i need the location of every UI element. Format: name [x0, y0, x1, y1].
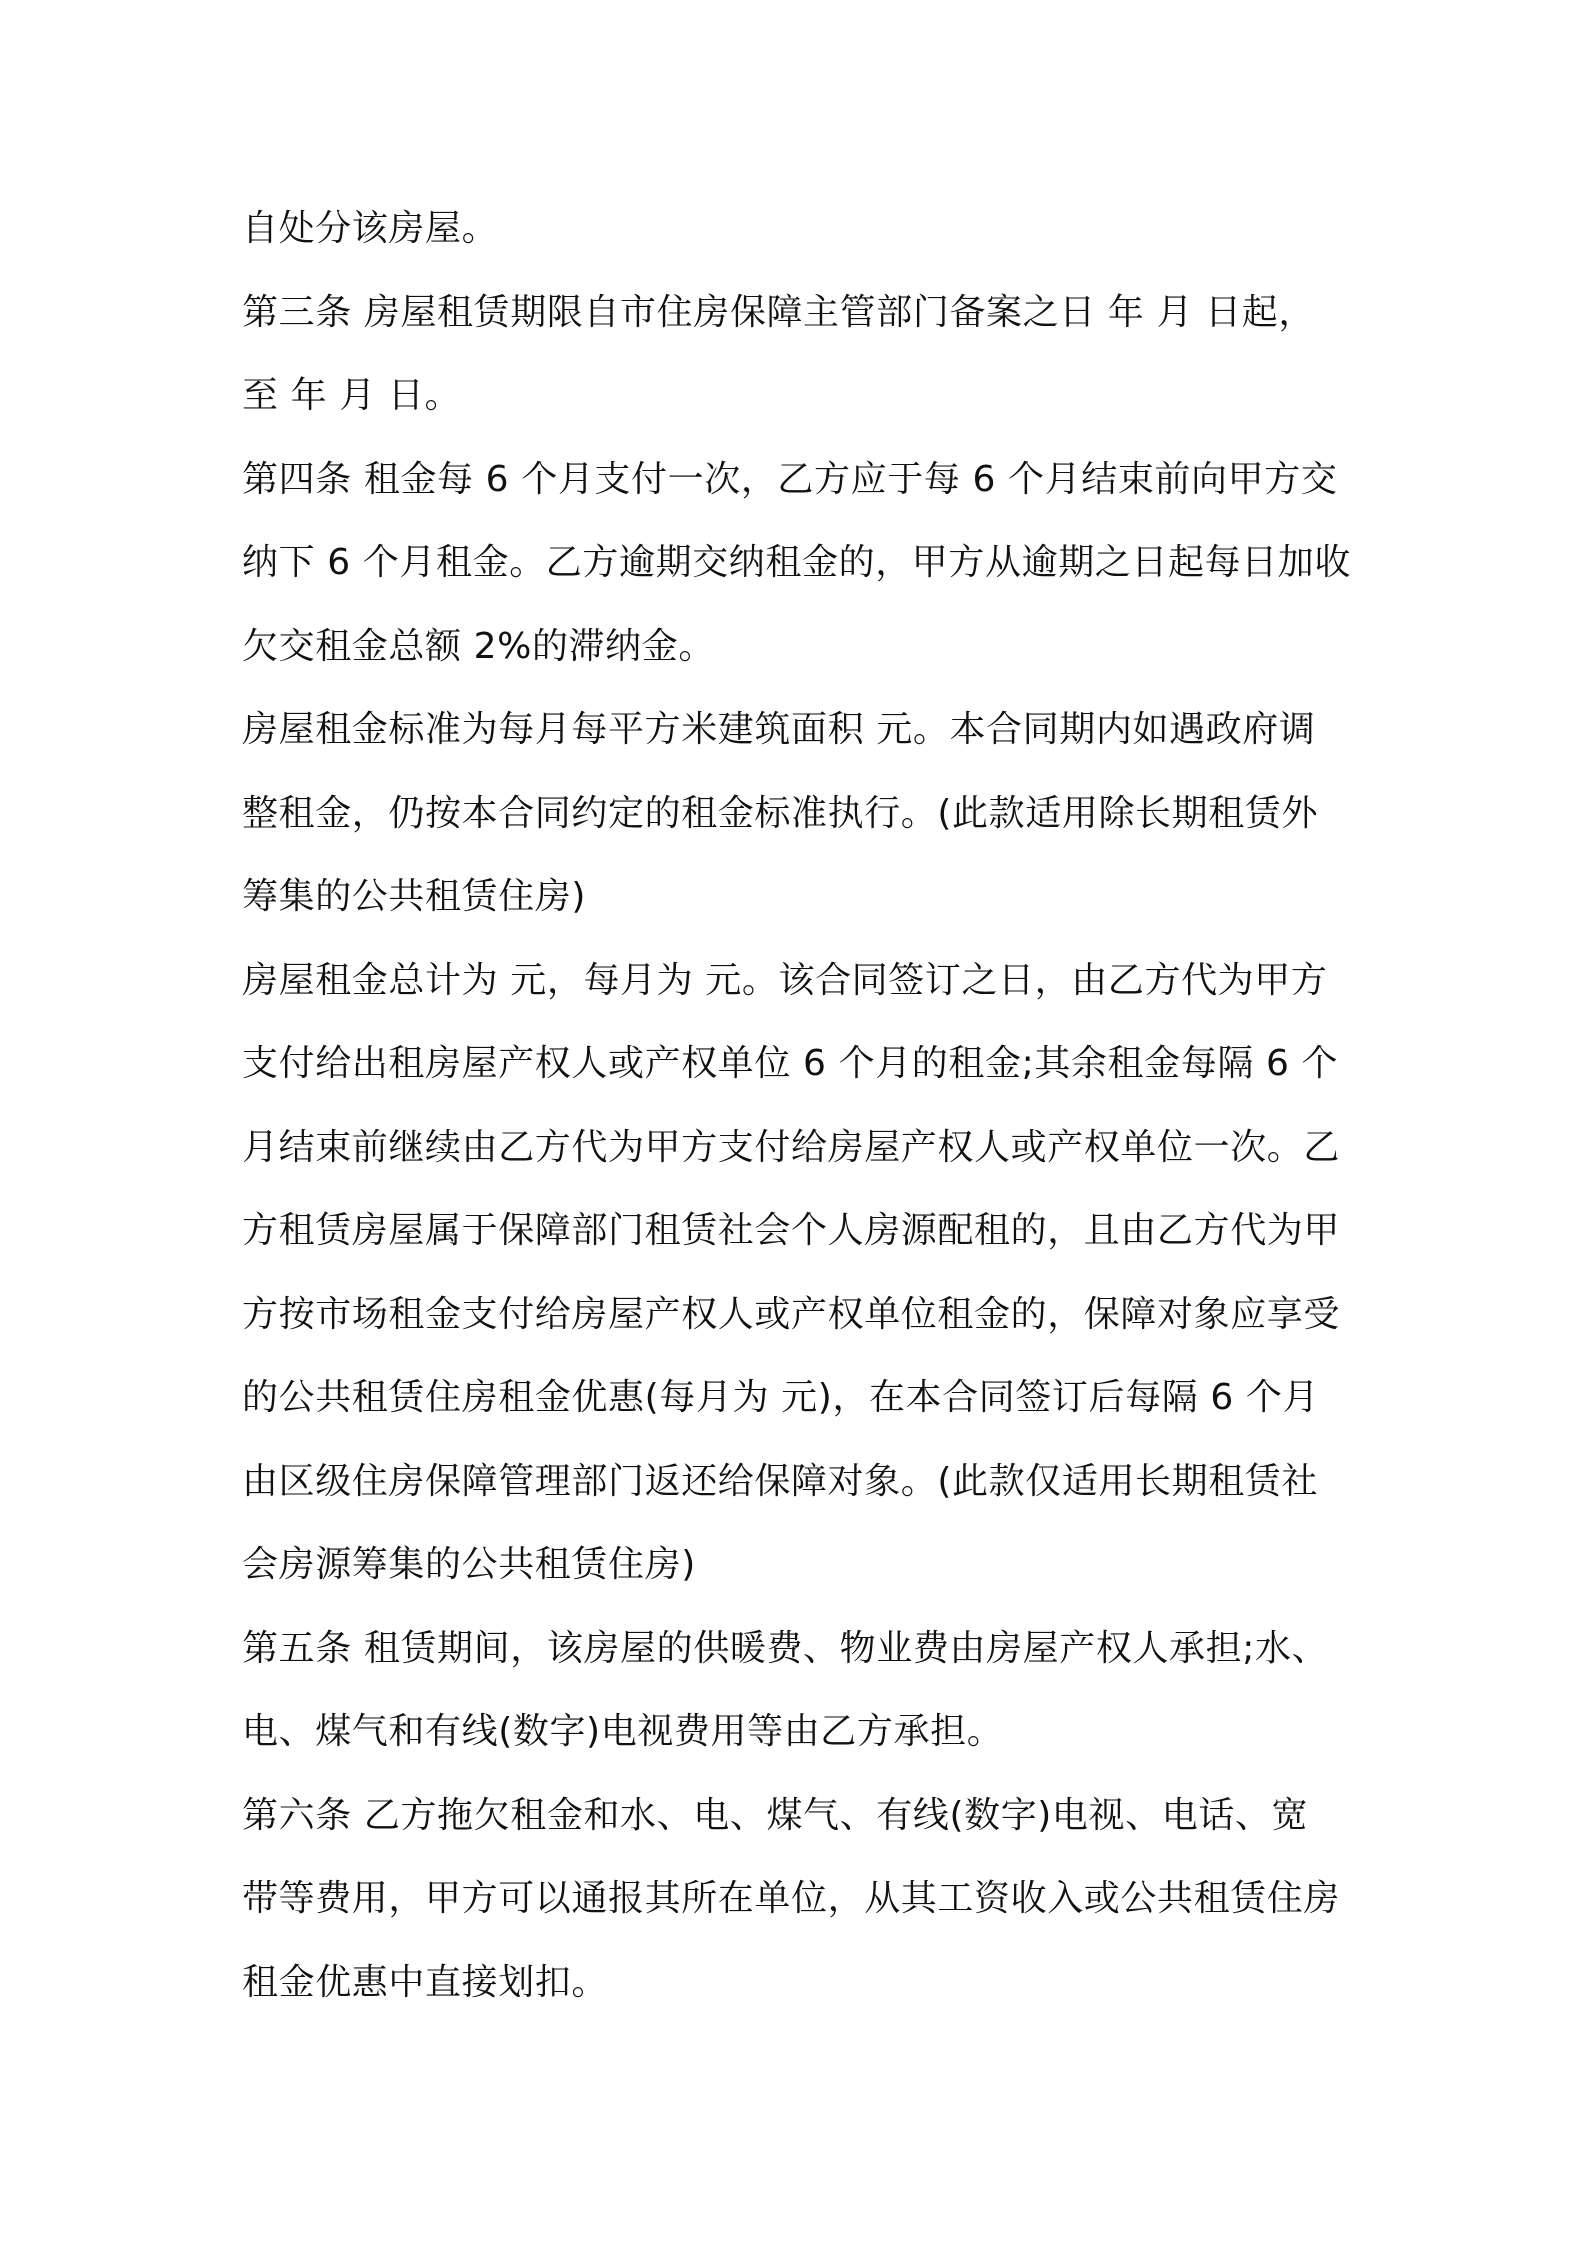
text-line: 房屋租金总计为 元，每月为 元。该合同签订之日，由乙方代为甲方 — [242, 959, 1328, 1001]
text-line: 租金优惠中直接划扣。 — [242, 1961, 609, 2003]
text-line: 支付给出租房屋产权人或产权单位 6 个月的租金;其余租金每隔 6 个 — [242, 1043, 1339, 1084]
text-line: 由区级住房保障管理部门返还给保障对象。(此款仅适用长期租赁社 — [242, 1460, 1319, 1502]
text-line: 方按市场租金支付给房屋产权人或产权单位租金的，保障对象应享受 — [242, 1293, 1341, 1335]
article-4-heading-line: 第四条 租金每 6 个月支付一次，乙方应于每 6 个月结束前向甲方交 — [242, 458, 1338, 500]
text-line: 带等费用，甲方可以通报其所在单位，从其工资收入或公共租赁住房 — [242, 1878, 1341, 1919]
text-line: 会房源筹集的公共租赁住房) — [242, 1544, 696, 1585]
text-line: 至 年 月 日。 — [242, 375, 462, 416]
article-3-heading-line: 第三条 房屋租赁期限自市住房保障主管部门备案之日 年 月 日起， — [242, 291, 1315, 333]
text-line: 筹集的公共租赁住房) — [242, 876, 587, 917]
text-line: 月结束前继续由乙方代为甲方支付给房屋产权人或产权单位一次。乙 — [242, 1126, 1341, 1168]
document-body — [242, 200, 1362, 2037]
text-line: 欠交租金总额 2%的滞纳金。 — [242, 625, 715, 667]
text-line: 纳下 6 个月租金。乙方逾期交纳租金的，甲方从逾期之日起每日加收 — [242, 542, 1351, 583]
text-line: 方租赁房屋属于保障部门租赁社会个人房源配租的，且由乙方代为甲 — [242, 1210, 1341, 1251]
article-5-heading-line: 第五条 租赁期间，该房屋的供暖费、物业费由房屋产权人承担;水、 — [242, 1627, 1329, 1669]
article-6-heading-line: 第六条 乙方拖欠租金和水、电、煤气、有线(数字)电视、电话、宽 — [242, 1794, 1309, 1836]
text-line: 的公共租赁住房租金优惠(每月为 元)，在本合同签订后每隔 6 个月 — [242, 1377, 1320, 1418]
text-line: 自处分该房屋。 — [242, 208, 499, 249]
text-line: 整租金，仍按本合同约定的租金标准执行。(此款适用除长期租赁外 — [242, 792, 1319, 834]
text-line: 电、煤气和有线(数字)电视费用等由乙方承担。 — [242, 1711, 1004, 1752]
text-line: 房屋租金标准为每月每平方米建筑面积 元。本合同期内如遇政府调 — [242, 709, 1316, 750]
